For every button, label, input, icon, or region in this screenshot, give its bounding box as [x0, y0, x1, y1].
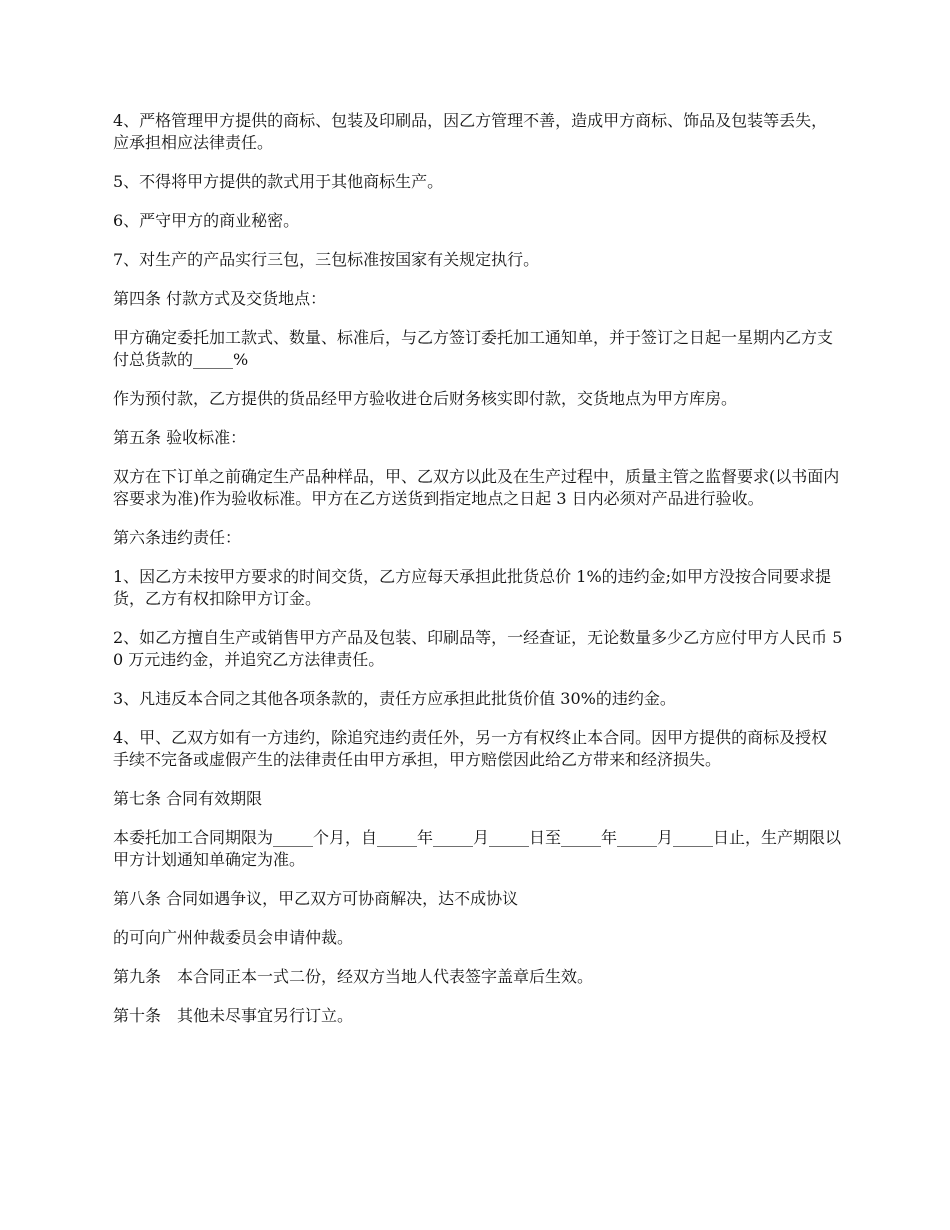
clause-6-trade-secrets: 6、严守甲方的商业秘密。: [113, 211, 300, 230]
article-7-heading: 第七条 合同有效期限: [113, 789, 263, 808]
breach-item-2: 2、如乙方擅自生产或销售甲方产品及包装、印刷品等，一经查证，无论数量多少乙方应付甲方人民币 50 万元违约金，并追究乙方法律责任。: [113, 628, 843, 669]
article-10-other: 第十条 其他未尽事宜另行订立。: [113, 1006, 354, 1025]
article-5-heading: 第五条 验收标准：: [113, 428, 247, 447]
article-6-heading: 第六条违约责任：: [113, 528, 242, 547]
article-7-term: 本委托加工合同期限为_____个月，自_____年_____月_____日至_____年_____月_____日止，生产期限以甲方计划通知单确定为准。: [113, 828, 842, 869]
article-8-dispute: 第八条 合同如遇争议，甲乙双方可协商解决，达不成协议: [113, 889, 519, 908]
clause-4-trademark-management: 4、严格管理甲方提供的商标、包装及印刷品，因乙方管理不善，造成甲方商标、饰品及包装等丢失，应承担相应法律责任。: [113, 111, 828, 152]
article-5-acceptance-standard: 双方在下订单之前确定生产品种样品，甲、乙双方以此及在生产过程中，质量主管之监督要求(以书面内容要求为准)作为验收标准。甲方在乙方送货到指定地点之日起 3 日内必须对产品进行验收。: [113, 467, 840, 508]
document-page: [113, 110, 843, 1044]
article-4-payment-terms: 甲方确定委托加工款式、数量、标准后，与乙方签订委托加工通知单，并于签订之日起一星期内乙方支付总货款的_____%: [113, 328, 834, 369]
article-4-delivery-location: 作为预付款，乙方提供的货品经甲方验收进仓后财务核实即付款，交货地点为甲方库房。: [113, 389, 738, 408]
clause-7-warranty: 7、对生产的产品实行三包，三包标准按国家有关规定执行。: [113, 250, 540, 269]
article-9-copies: 第九条 本合同正本一式二份，经双方当地人代表签字盖章后生效。: [113, 967, 594, 986]
breach-item-4: 4、甲、乙双方如有一方违约，除追究违约责任外，另一方有权终止本合同。因甲方提供的商标及授权手续不完备或虚假产生的法律责任由甲方承担，甲方赔偿因此给乙方带来和经济损失。: [113, 728, 828, 769]
article-4-heading: 第四条 付款方式及交货地点：: [113, 289, 327, 308]
breach-item-3: 3、凡违反本合同之其他各项条款的，责任方应承担此批货价值 30%的违约金。: [113, 689, 676, 708]
clause-5-style-usage: 5、不得将甲方提供的款式用于其他商标生产。: [113, 172, 444, 191]
breach-item-1: 1、因乙方未按甲方要求的时间交货，乙方应每天承担此批货总价 1%的违约金;如甲方没按合同要求提货，乙方有权扣除甲方订金。: [113, 567, 832, 608]
article-8-arbitration: 的可向广州仲裁委员会申请仲裁。: [113, 928, 354, 947]
